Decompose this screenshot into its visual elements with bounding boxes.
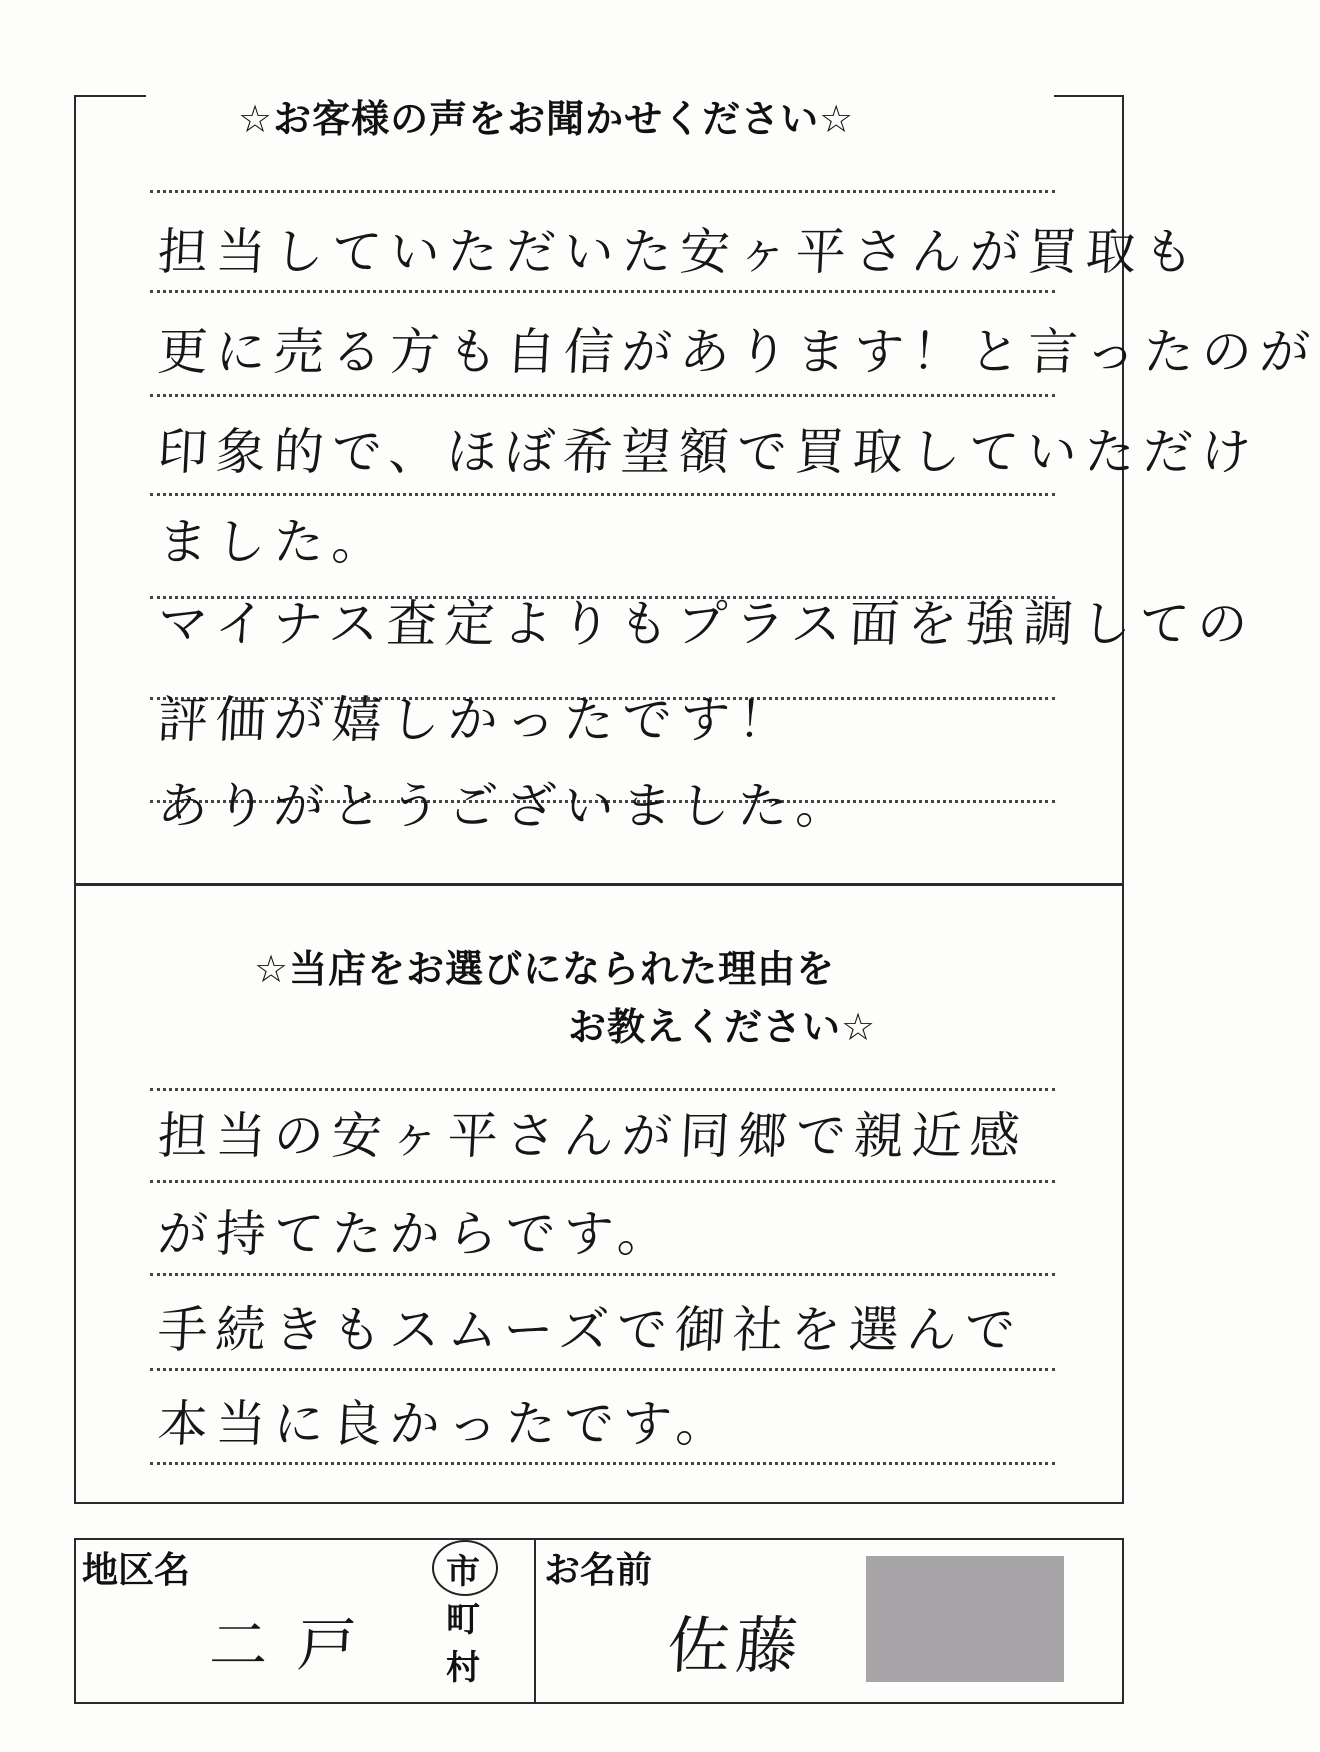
ruled-line — [150, 1368, 1055, 1371]
district-value: 二戸 — [207, 1611, 388, 1679]
reason-heading-line2: お教えください☆ — [568, 1005, 877, 1049]
comment-line: マイナス査定よりもプラス面を強調しての — [156, 595, 1257, 653]
reason-heading-line1: ☆当店をお選びになられた理由を — [254, 947, 836, 991]
reason-line: が持てたからです。 — [156, 1205, 677, 1263]
comments-heading: ☆お客様の声をお聞かせください☆ — [238, 97, 855, 141]
district-label: 地区名 — [82, 1550, 191, 1591]
comment-line: 更に売る方も自信があります！と言ったのが — [156, 323, 1320, 381]
reason-line: 担当の安ヶ平さんが同郷で親近感 — [156, 1107, 1030, 1165]
city-type-city: 市 — [446, 1552, 480, 1592]
reason-line: 手続きもスムーズで御社を選んで — [156, 1301, 1025, 1359]
comment-line: 印象的で、ほぼ希望額で買取していただけ — [156, 423, 1261, 481]
reason-line: 本当に良かったです。 — [156, 1395, 736, 1453]
info-table-divider — [534, 1538, 536, 1704]
name-value: 佐藤 — [665, 1609, 806, 1682]
ruled-line — [150, 1273, 1055, 1276]
city-type-town: 町 — [446, 1600, 480, 1640]
comments-box-top-right-edge — [1054, 95, 1124, 97]
ruled-line — [150, 493, 1055, 496]
ruled-line — [150, 290, 1055, 293]
comment-line: 担当していただいた安ヶ平さんが買取も — [156, 223, 1204, 281]
comment-line: ありがとうございました。 — [156, 777, 856, 835]
comments-box-top-left-edge — [74, 95, 146, 97]
ruled-line — [150, 1462, 1055, 1465]
comment-line: 評価が嬉しかったです！ — [156, 691, 798, 749]
name-label: お名前 — [544, 1550, 653, 1591]
ruled-line — [150, 1180, 1055, 1183]
ruled-line — [150, 1088, 1055, 1091]
city-type-village: 村 — [446, 1648, 480, 1688]
ruled-line — [150, 190, 1055, 193]
redaction-box — [866, 1556, 1064, 1682]
comment-line: ました。 — [156, 513, 392, 571]
ruled-line — [150, 394, 1055, 397]
